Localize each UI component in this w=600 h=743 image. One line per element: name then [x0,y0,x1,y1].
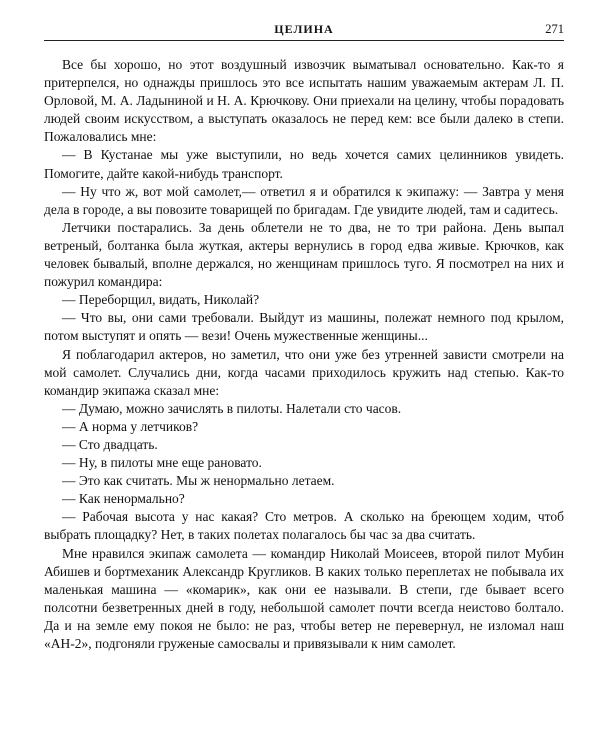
paragraph: Все бы хорошо, но этот воздушный извозчик выматывал основательно. Как-то я притерпелся, но однажды пришлось это все испытать нашим уважаемым актерам Л. П. Орловой, М. А. Ладыниной и Н. А. Крючкову. Они приехали на целину, чтобы порадовать людей своим искусством, а выступать оказалось не перед кем: все были далеко в степи. Пожаловались мне: [44,57,564,145]
paragraph: Летчики постарались. За день облетели не то два, не то три района. День выпал ветреный, болтанка была жуткая, актеры вернулись в город едва живые. Крючков, как человек бывалый, вполне держался, но женщинам пришлось туго. Я посмотрел на них и пожурил командира: [44,219,564,290]
dialogue-line: — Что вы, они сами требовали. Выйдут из машины, полежат немного под крылом, потом выступят и опять — вези! Очень мужественные женщины... [44,310,564,344]
dialogue-line: — Думаю, можно зачислять в пилоты. Налетали сто часов. [62,400,402,416]
dialogue-line: — Ну что ж, вот мой самолет,— ответил я и обратился к экипажу: — Завтра у меня дела в городе, а вы повозите товарищей по бригадам. Где увидите людей, там и садитесь. [44,183,564,217]
dialogue-line: — Рабочая высота у нас какая? Сто метров. А сколько на бреющем ходим, чтоб выбрать площадку? Нет, в таких полетах полагалось бы час за два считать. [44,509,564,543]
dialogue-line: — Как ненормально? [62,491,185,507]
paragraph: Я поблагодарил актеров, но заметил, что они уже без утренней зависти смотрели на мой самолет. Случались дни, когда часами приходилось кружить над степью. Как-то командир экипажа сказал мне: [44,346,564,398]
dialogue-line: — Переборщил, видать, Николай? [62,292,260,308]
dialogue-line: — В Кустанае мы уже выступили, но ведь хочется самих целинников увидеть. Помогите, дайте какой-нибудь транспорт. [44,147,564,181]
dialogue-line: — А норма у летчиков? [62,418,199,434]
dialogue-line: — Сто двадцать. [62,436,158,452]
running-title: ЦЕЛИНА [274,22,334,36]
body-text [44,56,564,653]
dialogue-line: — Ну, в пилоты мне еще рановато. [62,455,262,471]
page-number: 271 [545,22,564,36]
dialogue-line: — Это как считать. Мы ж ненормально летаем. [62,473,335,489]
header-rule [44,40,564,41]
running-head [44,22,564,40]
paragraph: Мне нравился экипаж самолета — командир Николай Моисеев, второй пилот Мубин Абишев и бортмеханик Александр Кругликов. В каких только переплетах не побывала их маленькая машина — «комарик», как они ее называли. В степи, где бывает всего полсотни безветренных дней в году, небольшой самолет почти всегда неистово болтало. Да и на земле ему покоя не было: не раз, чтобы ветер не перевернул, не изломал наш «АН-2», подгоняли груженые самосвалы и привязывали к ним самолет. [44,545,564,651]
